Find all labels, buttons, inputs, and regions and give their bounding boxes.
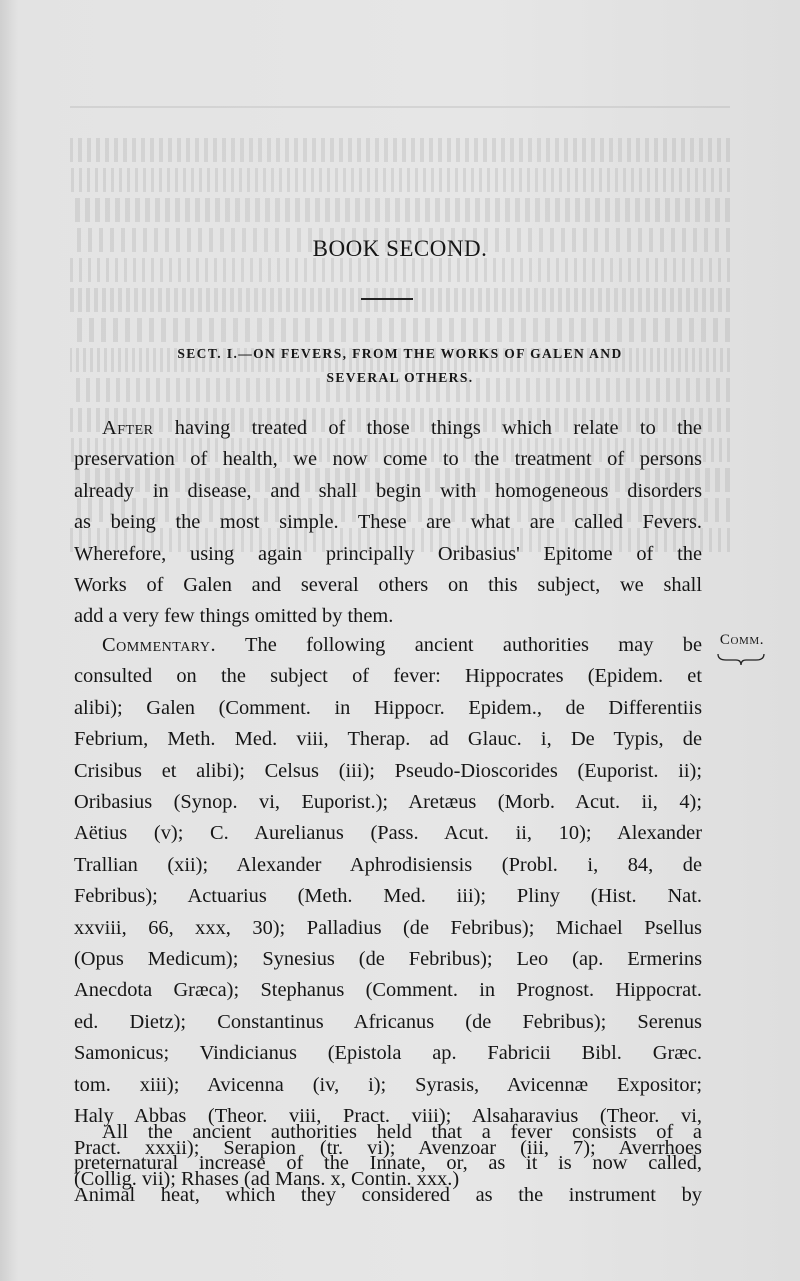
- paragraph-lead-word: Commentary.: [102, 634, 217, 656]
- text-line: ed. Dietz); Constantinus Africanus (de Febribus); Serenus: [74, 1010, 702, 1033]
- text-line: Haly Abbas (Theor. viii, Pract. viii); Alsaharavius (Theor. vi,: [74, 1105, 702, 1128]
- section-heading: [100, 342, 700, 390]
- text-line: After having treated of those things which relate to the: [102, 417, 702, 439]
- text-line: Trallian (xii); Alexander Aphrodisiensis (Probl. i, 84, de: [74, 853, 702, 876]
- text-line: add a very few things omitted by them.: [74, 605, 394, 628]
- text-line: Febribus); Actuarius (Meth. Med. iii); Pliny (Hist. Nat.: [74, 885, 702, 908]
- paragraph-commentary: [74, 630, 702, 1195]
- text-line: Samonicus; Vindicianus (Epistola ap. Fabricii Bibl. Græc.: [74, 1042, 702, 1065]
- text-line: (Opus Medicum); Synesius (de Febribus); Leo (ap. Ermerins: [74, 948, 702, 971]
- text-line: xxviii, 66, xxx, 30); Palladius (de Febribus); Michael Psellus: [74, 916, 702, 939]
- margin-note-comm: Comm.: [719, 632, 765, 648]
- text-line: Commentary. The following ancient authorities may be: [102, 634, 702, 656]
- text-line: already in disease, and shall begin with homogeneous disorders: [74, 479, 702, 502]
- text-line: as being the most simple. These are what are called Fevers.: [74, 511, 702, 534]
- text-line: tom. xiii); Avicenna (iv, i); Syrasis, Avicennæ Expositor;: [74, 1073, 702, 1096]
- margin-brace: [716, 652, 766, 666]
- text-line: Crisibus et alibi); Celsus (iii); Pseudo-Dioscorides (Euporist. ii);: [74, 759, 702, 782]
- title-rule: [361, 298, 413, 300]
- book-title: BOOK SECOND.: [312, 236, 488, 261]
- text-line: Febrium, Meth. Med. viii, Therap. ad Glauc. i, De Typis, de: [74, 728, 702, 751]
- text-line: alibi); Galen (Comment. in Hippocr. Epidem., de Differentiis: [74, 696, 702, 719]
- text-line: Pract. xxxii); Serapion (tr. vi); Avenzoar (iii, 7); Averrhoes: [74, 1136, 702, 1159]
- text-line: preternatural increase of the Innate, or, as it is now called,: [74, 1152, 702, 1175]
- paragraph-ancient-authorities: [74, 1117, 702, 1211]
- text-line: Aëtius (v); C. Aurelianus (Pass. Acut. ii, 10); Alexander: [74, 822, 702, 845]
- text-line: consulted on the subject of fever: Hippocrates (Epidem. et: [74, 665, 702, 688]
- text-line: Oribasius (Synop. vi, Euporist.); Aretæus (Morb. Acut. ii, 4);: [74, 791, 702, 814]
- paragraph-lead-word: After: [102, 417, 154, 439]
- text-line: Animal heat, which they considered as the instrument by: [74, 1183, 702, 1206]
- text-line: Works of Galen and several others on this subject, we shall: [74, 574, 702, 597]
- section-heading-line-1: SECT. I.—ON FEVERS, FROM THE WORKS OF GALEN AND: [177, 346, 623, 361]
- text-line: (Collig. vii); Rhases (ad Mans. x, Contin. xxx.): [74, 1167, 460, 1190]
- text-line: preservation of health, we now come to the treatment of persons: [74, 448, 702, 471]
- text-line: Wherefore, using again principally Oribasius' Epitome of the: [74, 542, 702, 565]
- text-line: All the ancient authorities held that a fever consists of a: [102, 1121, 702, 1143]
- text-line: Anecdota Græca); Stephanus (Comment. in Prognost. Hippocrat.: [74, 979, 702, 1002]
- section-heading-line-2: SEVERAL OTHERS.: [326, 370, 474, 385]
- paragraph-after: [74, 413, 702, 633]
